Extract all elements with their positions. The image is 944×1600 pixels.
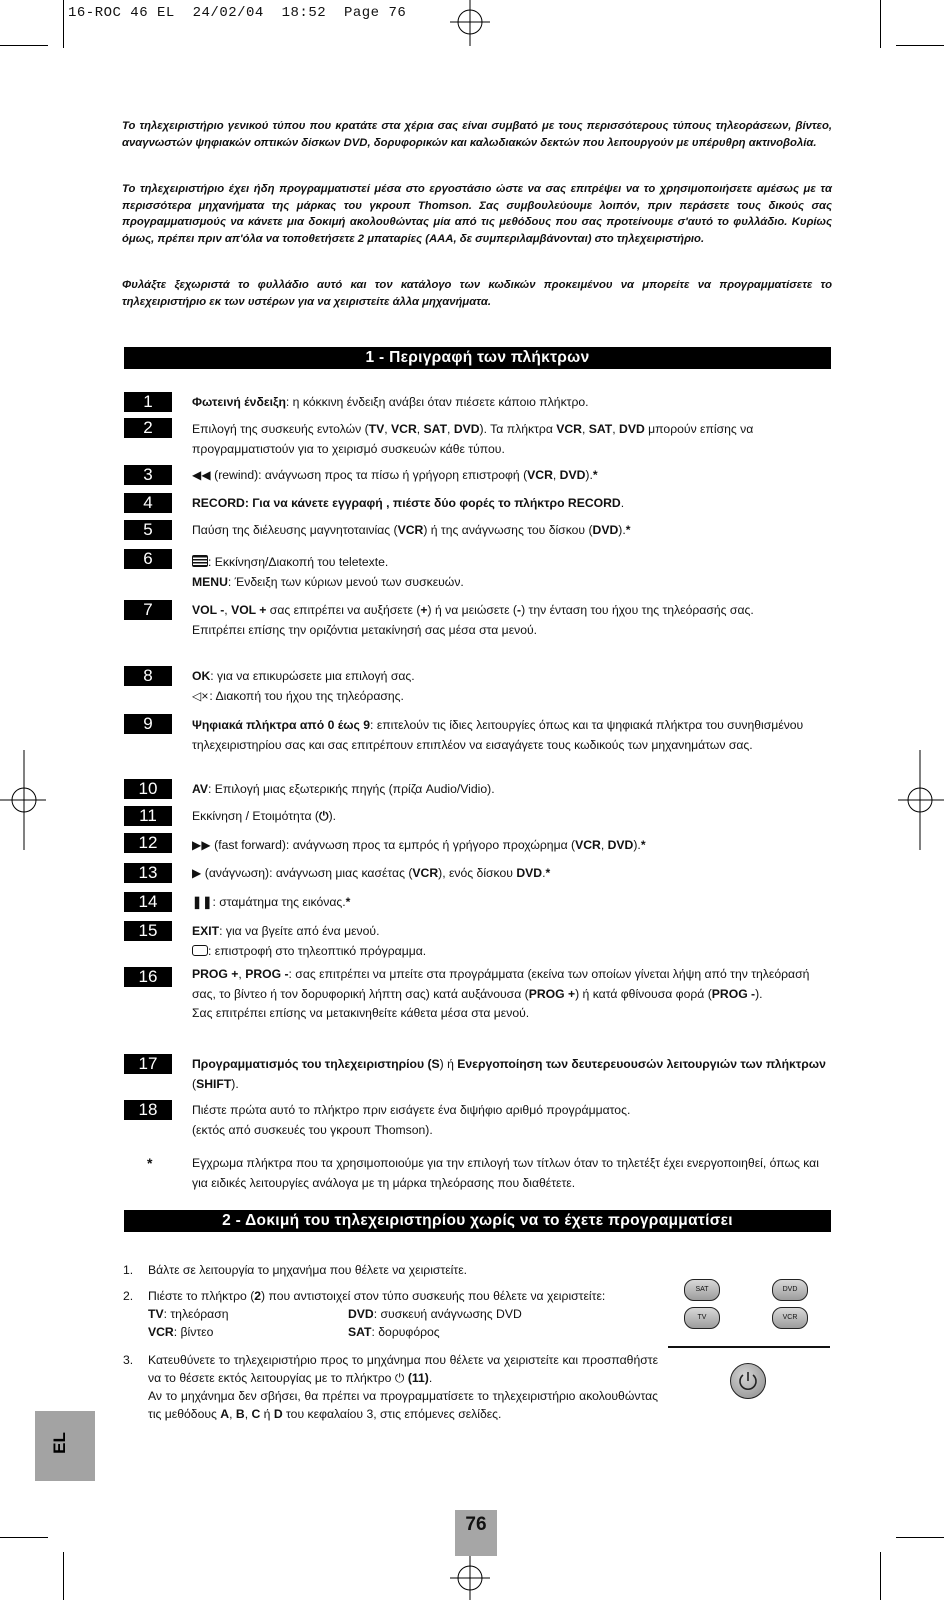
key-number: 5 <box>124 520 172 540</box>
key-18-description: Πιέστε πρώτα αυτό το πλήκτρο πριν εισάγετε ένα διψήφιο αριθμό προγράμματος. (εκτός από συσκευές του γκρουπ Thomson). <box>192 1103 631 1137</box>
key-5-description: Παύση της διέλευσης μαγνητοταινίας (VCR) ή της ανάγνωσης του δίσκου (DVD).* <box>192 523 631 537</box>
step-1: 1. Βάλτε σε λειτουργία το μηχανήμα που θέλετε να χειριστείτε. <box>123 1263 468 1277</box>
key-13-description: ▶ (ανάγνωση): ανάγνωση μιας κασέτας (VCR), ενός δίσκου DVD.* <box>192 866 551 880</box>
key-number: 9 <box>124 714 172 734</box>
tv-screen-icon <box>192 945 208 956</box>
key-number: 4 <box>124 493 172 513</box>
crop-mark <box>0 1537 48 1538</box>
key-number: 18 <box>124 1100 172 1120</box>
intro-paragraph-1: Το τηλεχειριστήριο γενικού τύπου που κρατάτε στα χέρια σας είναι συμβατό με τους περισσότερους τύπους τηλεοράσεων, βίντεο, αναγνωστών ψηφιακών οπτικών δίσκων DVD, δορυφορικών και καλωδιακών δεκτών που λειτουργούν με υπέρυθρη ακτινοβολία. <box>122 120 832 149</box>
crop-mark <box>63 0 64 48</box>
crop-mark <box>896 1537 944 1538</box>
page-number: 76 <box>455 1510 497 1556</box>
key-8-description: OK: για να επικυρώσετε μια επιλογή σας. ◁× : Διακοπή του ήχου της τηλεόρασης. <box>192 667 832 706</box>
intro-paragraph-3: Φυλάξτε ξεχωριστά το φυλλάδιο αυτό και τον κατάλογο των κωδικών προκειμένου να μπορείτε να προγραμματίσετε το τηλεχειριστήριο εκ των υστέρων για να χειριστείτε άλλα μηχανήματα. <box>122 279 832 308</box>
section-heading-2: 2 - Δοκιμή του τηλεχειριστηρίου χωρίς να το έχετε προγραμματίσει <box>124 1210 831 1232</box>
language-tab-label: EL <box>49 1432 69 1454</box>
registration-mark-left <box>0 750 46 850</box>
key-number: 12 <box>124 833 172 853</box>
dvd-button[interactable]: DVD <box>772 1279 808 1301</box>
power-button[interactable] <box>730 1363 766 1399</box>
key-17-description: Προγραμματισμός του τηλεχειριστηρίου (S) ή Ενεργοποίηση των δευτερευουσών λειτουργιών των πλήκτρων (SHIFT). <box>192 1057 826 1091</box>
key-number: 8 <box>124 666 172 686</box>
fast-forward-icon: ▶▶ <box>192 838 211 852</box>
intro-paragraph-2: Το τηλεχειριστήριο έχει ήδη προγραμματιστεί μέσα στο εργοστάσιο ώστε να σας επιτρέψει να το χρησιμοποιήσετε αμέσως με τα περισσότερα μηχανήματα της μάρκας του γκρουπ Thomson. Σας συμβουλεύουμε λοιπόν, πριν περάσετε τους δικούς σας προγραμματισμούς να κάνετε μια δοκιμή ακολουθώντας μία από τις μεθόδους που σας προτείνουμε σ'αυτό το φυλλάδιο. Κυρίως όμως, πρέπει πριν απ'όλα να τοποθετήσετε 2 μπαταρίες (AAA, δε συμπεριλαμβάνονται) στο τηλεχειριστήριο. <box>122 183 832 245</box>
key-14-description: ❚❚: σταμάτημα της εικόνας.* <box>192 895 351 909</box>
key-number: 3 <box>124 465 172 485</box>
footnote-asterisk: * <box>147 1155 153 1171</box>
key-9-description: Ψηφιακά πλήκτρα από 0 έως 9: επιτελούν τις ίδιες λειτουργίες όπως και τα ψηφιακά πλήκτρα του συνηθισμένου τηλεχειριστηρίου σας και σας επιτρέπουν επιπλέον να εισαγάγετε τους κωδικούς των μηχανημάτων σας. <box>192 718 804 752</box>
crop-mark <box>880 1552 881 1600</box>
tv-button[interactable]: TV <box>684 1307 720 1329</box>
device-list: TV: τηλεόραση DVD: συσκευή ανάγνωσης DVD VCR: βίντεο SAT: δορυφόρος <box>148 1307 522 1339</box>
mute-icon: ◁× <box>192 688 209 703</box>
key-10-description: AV: Επιλογή μιας εξωτερικής πηγής (πρίζα Audio/Vidio). <box>192 782 495 796</box>
key-number: 17 <box>124 1054 172 1074</box>
key-15-description: EXIT: για να βγείτε από ένα μενού. : επιστροφή στο τηλεοπτικό πρόγραμμα. <box>192 924 427 958</box>
power-icon <box>731 1364 765 1398</box>
key-number: 1 <box>124 392 172 412</box>
step-2: 2. Πιέστε το πλήκτρο (2) που αντιστοιχεί στον τύπο συσκευής που θέλετε να χειριστείτε: TV: τηλεόραση DVD: συσκευή ανάγνωσης DVD VCR: βίντεο SAT: δορυφόρος <box>123 1287 663 1343</box>
key-number: 14 <box>124 892 172 912</box>
crop-mark <box>63 1552 64 1600</box>
crop-mark <box>0 45 48 46</box>
key-2-description: Επιλογή της συσκευής εντολών (TV, VCR, SAT, DVD). Τα πλήκτρα VCR, SAT, DVD μπορούν επίσης να προγραμματιστούν για το χειρισμό συσκευών κάθε τύπου. <box>192 422 754 456</box>
teletext-icon <box>192 555 208 567</box>
key-number: 7 <box>124 600 172 620</box>
step-3: 3. Κατευθύνετε το τηλεχειριστήριο προς το μηχάνημα που θέλετε να χειριστείτε και προσπαθήστε να το θέσετε εκτός λειτουργίας με το πλήκτρο ⏻ (11). Αν το μηχάνημα δεν σβήσει, θα πρέπει να προγραμματίσετε το τηλεχειριστήριο ακολουθώντας τις μεθόδους A, B, C ή D του κεφαλαίου 3, στις επόμενες σελίδες. <box>123 1353 658 1421</box>
key-number: 13 <box>124 863 172 883</box>
key-11-description: Εκκίνηση / Ετοιμότητα (⏻). <box>192 809 337 823</box>
key-1-description: Φωτεινή ένδειξη: η κόκκινη ένδειξη ανάβει όταν πιέσετε κάποιο πλήκτρο. <box>192 395 589 409</box>
sat-button[interactable]: SAT <box>684 1279 720 1301</box>
key-12-description: ▶▶ (fast forward): ανάγνωση προς τα εμπρός ή γρήγορο προχώρημα (VCR, DVD).* <box>192 838 646 852</box>
key-number: 10 <box>124 779 172 799</box>
section-heading-1: 1 - Περιγραφή των πλήκτρων <box>124 347 831 369</box>
print-header: 16-ROC 46 EL 24/02/04 18:52 Page 76 <box>68 5 407 21</box>
power-icon: ⏻ <box>318 809 329 823</box>
remote-buttons-illustration <box>668 1272 830 1352</box>
rewind-icon: ◀◀ <box>192 468 211 482</box>
key-number: 16 <box>124 967 172 987</box>
crop-mark <box>880 0 881 48</box>
key-number: 11 <box>124 806 172 826</box>
key-3-description: ◀◀ (rewind): ανάγνωση προς τα πίσω ή γρήγορη επιστροφή (VCR, DVD).* <box>192 468 598 482</box>
registration-mark-top <box>445 0 495 46</box>
key-7-description: VOL -, VOL + σας επιτρέπει να αυξήσετε (+) ή να μειώσετε (-) την ένταση του ήχου της τηλεόρασής σας. Επιτρέπει επίσης την οριζόντια μετακίνησή σας μέσα στα μενού. <box>192 603 754 637</box>
language-tab <box>35 1411 95 1481</box>
key-number: 15 <box>124 921 172 941</box>
key-16-description: PROG +, PROG -: σας επιτρέπει να μπείτε στα προγράμματα (εκείνα των οποίων γίνεται λήψη από την τηλεόρασή σας, το βίντεο ή τον δορυφορική λήπτη σας) κατά αυξάνουσα (PROG +) ή κατά φθίνουσα φορά (PROG -). Σας επιτρέπει επίσης να μετακινηθείτε κάθετα μέσα στα μενού. <box>192 967 810 1020</box>
key-number: 6 <box>124 549 172 569</box>
divider <box>668 1346 830 1348</box>
vcr-button[interactable]: VCR <box>772 1307 808 1329</box>
key-6-description: : Εκκίνηση/Διακοπή του teletexte. MENU: Ένδειξη των κύριων μενού των συσκευών. <box>192 555 464 589</box>
crop-mark <box>896 45 944 46</box>
registration-mark-right <box>898 750 944 850</box>
footnote-text: Εγχρωμα πλήκτρα που τα χρησιμοποιούμε για την επιλογή των τίτλων όταν το τηλετέξτ έχει ενεργοποιηθεί, όπως και για ειδικές λειτουργίες ανάλογα με τη μάρκα τηλεόρασης που διαθέτετε. <box>192 1156 819 1190</box>
power-icon: ⏻ <box>394 1371 408 1385</box>
play-icon: ▶ <box>192 866 202 880</box>
key-number: 2 <box>124 418 172 438</box>
registration-mark-bottom <box>445 1554 495 1600</box>
key-4-description: RECORD: Για να κάνετε εγγραφή , πιέστε δύο φορές το πλήκτρο RECORD. <box>192 496 625 510</box>
pause-icon: ❚❚ <box>192 895 213 909</box>
